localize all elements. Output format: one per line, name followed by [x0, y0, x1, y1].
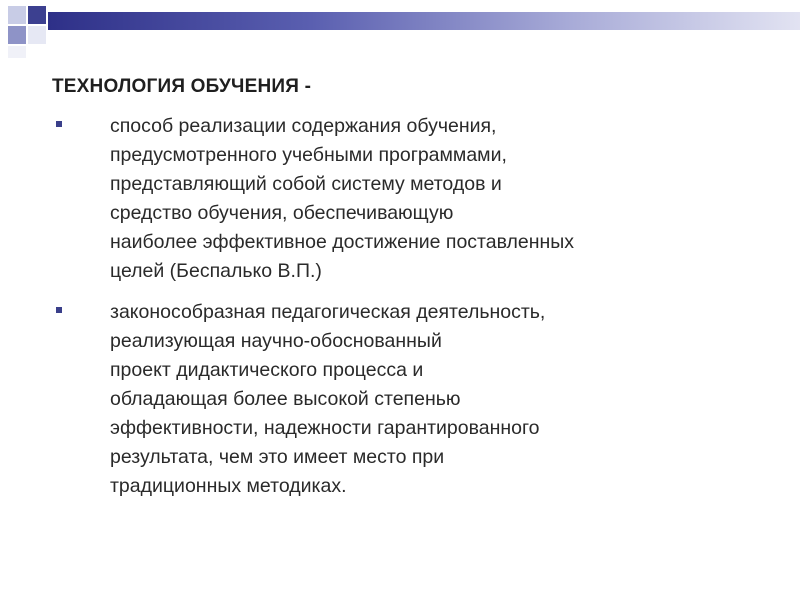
decor-square [28, 26, 46, 44]
square-bullet-icon [56, 121, 62, 127]
decor-square [28, 6, 46, 24]
square-bullet-icon [56, 307, 62, 313]
decor-square [8, 6, 26, 24]
slide-title: ТЕХНОЛОГИЯ ОБУЧЕНИЯ - [52, 76, 312, 97]
bullet-text: способ реализации содержания обучения, предусмотренного учебными программами, представляющий собой систему методов и средство обучения, обеспечивающую наиболее эффективное достижение поставленных целей (Беспалько В.П.) [110, 115, 575, 282]
bullet-item [52, 298, 752, 501]
decor-square [8, 46, 26, 58]
bullet-text: законособразная педагогическая деятельность, реализующая научно-обоснованный проект дидактического процесса и обладающая более высокой степенью эффективности, надежности гарантированного результата, чем это имеет место при традиционных методиках. [110, 301, 546, 497]
bullet-list [52, 112, 752, 513]
bullet-item [52, 112, 752, 286]
decor-square [8, 26, 26, 44]
header-gradient-band [48, 12, 800, 30]
